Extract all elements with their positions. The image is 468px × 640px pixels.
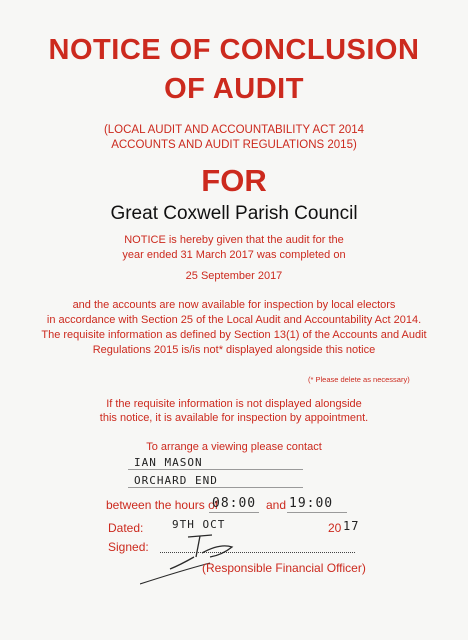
paragraph-line-4: Regulations 2015 is/is not* displayed alongside this notice: [92, 344, 376, 356]
hours-label: between the hours of: [106, 498, 219, 512]
requisite-line-2: this notice, it is available for inspection by appointment.: [99, 412, 369, 424]
acts-line-1: (LOCAL AUDIT AND ACCOUNTABILITY ACT 2014: [103, 124, 365, 136]
dated-day-handwritten: 9TH OCT: [172, 518, 226, 531]
year-prefix: 20: [328, 521, 342, 535]
hours-and: and: [266, 498, 287, 512]
signature-scribble: [140, 527, 260, 587]
requisite-line-1: If the requisite information is not displayed alongside: [106, 398, 362, 410]
delete-note: (* Please delete as necessary): [308, 375, 410, 384]
title-line-1: NOTICE OF CONCLUSION: [48, 34, 420, 66]
signed-label: Signed:: [108, 540, 149, 554]
contact-name-line: [128, 469, 303, 470]
title-line-2: OF AUDIT: [164, 73, 304, 105]
paragraph-line-3: The requisite information as defined by Section 13(1) of the Accounts and Audit: [41, 329, 427, 341]
acts-line-2: ACCOUNTS AND AUDIT REGULATIONS 2015): [111, 139, 357, 151]
notice-given-line-1: NOTICE is hereby given that the audit for the: [124, 234, 344, 246]
for-heading: FOR: [201, 163, 267, 198]
hours-to-line: [287, 512, 347, 513]
contact-address-line: [128, 487, 303, 488]
paragraph-line-2: in accordance with Section 25 of the Local Audit and Accountability Act 2014.: [46, 314, 422, 326]
contact-address-handwritten: ORCHARD END: [134, 474, 218, 487]
arrange-viewing: To arrange a viewing please contact: [146, 441, 322, 453]
completion-date: 25 September 2017: [185, 270, 283, 282]
contact-name-handwritten: IAN MASON: [134, 456, 203, 469]
paragraph-line-1: and the accounts are now available for inspection by local electors: [72, 299, 396, 311]
hours-from-line: [209, 512, 259, 513]
dated-label: Dated:: [108, 521, 144, 535]
council-name: Great Coxwell Parish Council: [110, 203, 358, 224]
hours-from: 08:00: [212, 496, 257, 511]
year-suffix-handwritten: 17: [343, 519, 360, 533]
officer-role: (Responsible Financial Officer): [202, 561, 366, 575]
notice-given-line-2: year ended 31 March 2017 was completed on: [122, 249, 346, 261]
hours-to: 19:00: [289, 496, 334, 511]
